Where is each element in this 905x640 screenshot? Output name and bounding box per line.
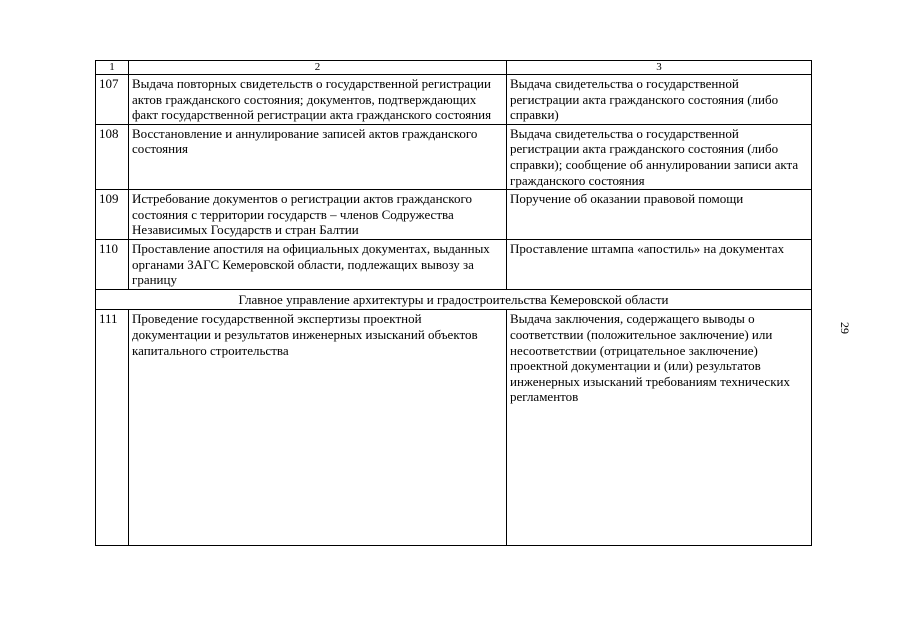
services-table — [95, 60, 812, 546]
column-number-3: 3 — [507, 61, 812, 75]
table-row — [96, 75, 812, 125]
service-name-cell: Проведение государственной экспертизы проектной документации и результатов инженерных изысканий объектов капитального строительства — [129, 310, 507, 546]
section-title: Главное управление архитектуры и градостроительства Кемеровской области — [96, 289, 812, 310]
service-result-cell: Выдача свидетельства о государственной регистрации акта гражданского состояния (либо справки) — [507, 75, 812, 125]
service-name-cell: Истребование документов о регистрации актов гражданского состояния с территории государств – членов Содружества Независимых Государств и стран Балтии — [129, 190, 507, 240]
service-result-cell: Выдача заключения, содержащего выводы о соответствии (положительное заключение) или несоответствии (отрицательное заключение) проектной документации и (или) результатов инженерных изысканий требованиям технических регламентов — [507, 310, 812, 546]
row-number: 108 — [96, 124, 129, 189]
service-result-cell: Выдача свидетельства о государственной регистрации акта гражданского состояния (либо справки); сообщение об аннулировании записи акта гражданского состояния — [507, 124, 812, 189]
column-number-2: 2 — [129, 61, 507, 75]
service-result-cell: Проставление штампа «апостиль» на документах — [507, 239, 812, 289]
table-row — [96, 190, 812, 240]
column-number-row — [96, 61, 812, 75]
service-result-cell: Поручение об оказании правовой помощи — [507, 190, 812, 240]
row-number: 107 — [96, 75, 129, 125]
section-header-row — [96, 289, 812, 310]
table-row — [96, 124, 812, 189]
page-number: 29 — [838, 322, 852, 334]
row-number: 109 — [96, 190, 129, 240]
service-name-cell: Восстановление и аннулирование записей актов гражданского состояния — [129, 124, 507, 189]
row-number: 110 — [96, 239, 129, 289]
service-name-cell: Выдача повторных свидетельств о государственной регистрации актов гражданского состояния; документов, подтверждающих факт государственной регистрации акта гражданского состояния — [129, 75, 507, 125]
column-number-1: 1 — [96, 61, 129, 75]
service-name-cell: Проставление апостиля на официальных документах, выданных органами ЗАГС Кемеровской области, подлежащих вывозу за границу — [129, 239, 507, 289]
table-row — [96, 310, 812, 546]
table-row — [96, 239, 812, 289]
row-number: 111 — [96, 310, 129, 546]
